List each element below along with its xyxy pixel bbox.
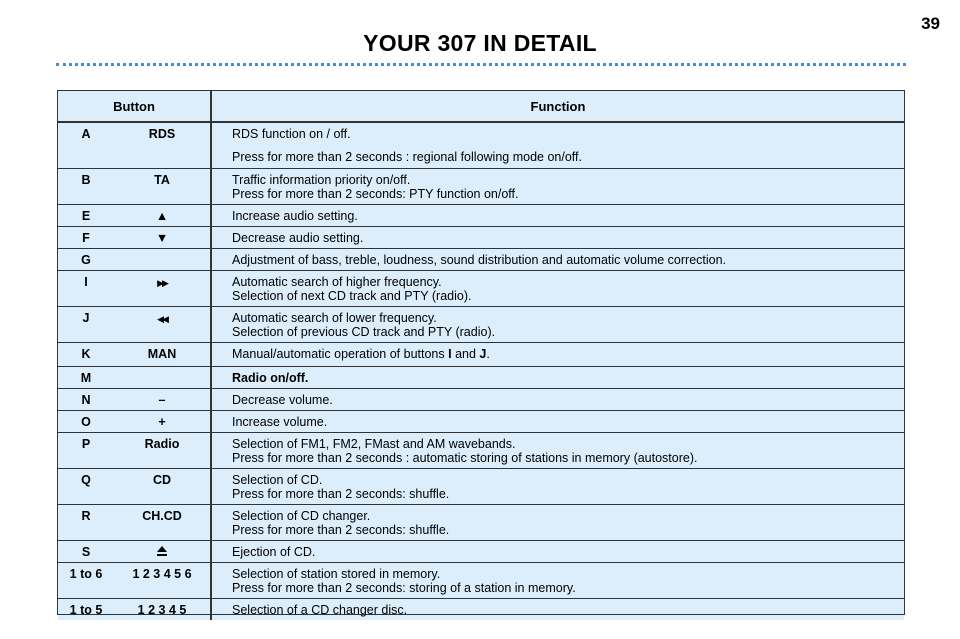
row-key: S (58, 540, 114, 562)
row-function (211, 540, 904, 562)
row-function (211, 504, 904, 540)
function-line: Increase volume. (232, 414, 328, 429)
row-function (211, 562, 904, 598)
row-key: R (58, 504, 114, 540)
rewind-glyph: ◀◀ (157, 313, 167, 324)
row-button (114, 248, 211, 270)
row-function (211, 366, 904, 388)
row-key: Q (58, 468, 114, 504)
function-line: Adjustment of bass, treble, loudness, sound distribution and automatic volume correction. (232, 252, 727, 267)
row-key: K (58, 342, 114, 366)
row-key: 1 to 5 (69, 602, 103, 617)
table-row (58, 226, 904, 248)
row-button: MAN (114, 342, 211, 366)
function-line: Selection of a CD changer disc. (232, 602, 408, 617)
table-header-row (58, 91, 904, 122)
controls-table (58, 91, 904, 620)
row-button: TA (114, 168, 211, 204)
row-button: 1 2 3 4 5 (114, 598, 211, 620)
row-key: I (58, 270, 114, 306)
function-line: Increase audio setting. (232, 208, 358, 223)
header-function: Function (211, 91, 904, 122)
row-button: Radio (114, 432, 211, 468)
function-line: Press for more than 2 seconds : automatic storing of stations in memory (autostore). (232, 450, 698, 465)
function-line: Press for more than 2 seconds: PTY function on/off. (232, 186, 519, 201)
function-line: Press for more than 2 seconds: shuffle. (232, 522, 450, 537)
minus-icon: – (114, 388, 211, 410)
function-line: Selection of CD. (232, 472, 323, 487)
function-line: Decrease volume. (232, 392, 333, 407)
function-line: Manual/automatic operation of buttons I and J. (232, 346, 490, 361)
table-row (58, 122, 904, 168)
function-line: Press for more than 2 seconds: storing of a station in memory. (232, 580, 576, 595)
up-arrow-icon: ▲ (114, 204, 211, 226)
row-function (211, 204, 904, 226)
table-row (58, 366, 904, 388)
table-row (58, 306, 904, 342)
row-button (114, 366, 211, 388)
row-function (211, 306, 904, 342)
header-button: Button (58, 91, 211, 122)
row-key: B (58, 168, 114, 204)
row-function (211, 388, 904, 410)
row-key: M (58, 366, 114, 388)
fast-forward-icon (114, 270, 211, 306)
table-row (58, 562, 904, 598)
row-key: 1 to 6 (58, 562, 114, 598)
table-row (58, 388, 904, 410)
row-function (211, 248, 904, 270)
row-function (211, 468, 904, 504)
row-key: E (58, 204, 114, 226)
row-function (211, 122, 904, 168)
plus-icon: + (114, 410, 211, 432)
table-row (58, 468, 904, 504)
page-title: YOUR 307 IN DETAIL (363, 30, 597, 56)
table-row (58, 168, 904, 204)
function-line: Automatic search of lower frequency. (232, 310, 437, 325)
function-line: Selection of station stored in memory. (232, 566, 441, 581)
table-row (58, 598, 904, 620)
row-key: N (58, 388, 114, 410)
row-key: O (58, 410, 114, 432)
function-line: Selection of previous CD track and PTY (radio). (232, 324, 496, 339)
function-line: Automatic search of higher frequency. (232, 274, 442, 289)
row-button: 1 2 3 4 5 6 (114, 562, 211, 598)
fast-forward-glyph: ▶▶ (157, 277, 167, 288)
table-row (58, 410, 904, 432)
row-button: CD (114, 468, 211, 504)
row-key: A (58, 122, 114, 168)
function-line: Selection of next CD track and PTY (radio). (232, 288, 472, 303)
row-function (211, 598, 904, 620)
dotted-divider (56, 63, 906, 66)
function-line: Traffic information priority on/off. (232, 172, 411, 187)
down-arrow-icon: ▼ (114, 226, 211, 248)
table-row (58, 204, 904, 226)
row-function (211, 226, 904, 248)
row-button: RDS (114, 122, 211, 168)
row-function (211, 432, 904, 468)
row-function (211, 342, 904, 366)
eject-icon (157, 546, 167, 556)
row-function (211, 410, 904, 432)
function-line: Radio on/off. (232, 370, 309, 385)
function-line: Decrease audio setting. (232, 230, 364, 245)
row-key: J (58, 306, 114, 342)
table-row (58, 248, 904, 270)
table-row (58, 270, 904, 306)
function-line: Press for more than 2 seconds: shuffle. (232, 486, 450, 501)
function-line: Selection of CD changer. (232, 508, 371, 523)
function-line: RDS function on / off. (232, 127, 351, 141)
page-number: 39 (921, 14, 940, 33)
row-button: CH.CD (114, 504, 211, 540)
row-key: P (58, 432, 114, 468)
row-button (114, 540, 211, 562)
row-key: G (58, 248, 114, 270)
function-line: Press for more than 2 seconds : regional following mode on/off. (232, 150, 582, 164)
table-row (58, 432, 904, 468)
table-row (58, 504, 904, 540)
rewind-icon (114, 306, 211, 342)
function-line: Selection of FM1, FM2, FMast and AM wavebands. (232, 436, 516, 451)
row-key: F (58, 226, 114, 248)
table-row (58, 540, 904, 562)
function-line: Ejection of CD. (232, 544, 316, 559)
table-row (58, 342, 904, 366)
row-function (211, 270, 904, 306)
row-function (211, 168, 904, 204)
